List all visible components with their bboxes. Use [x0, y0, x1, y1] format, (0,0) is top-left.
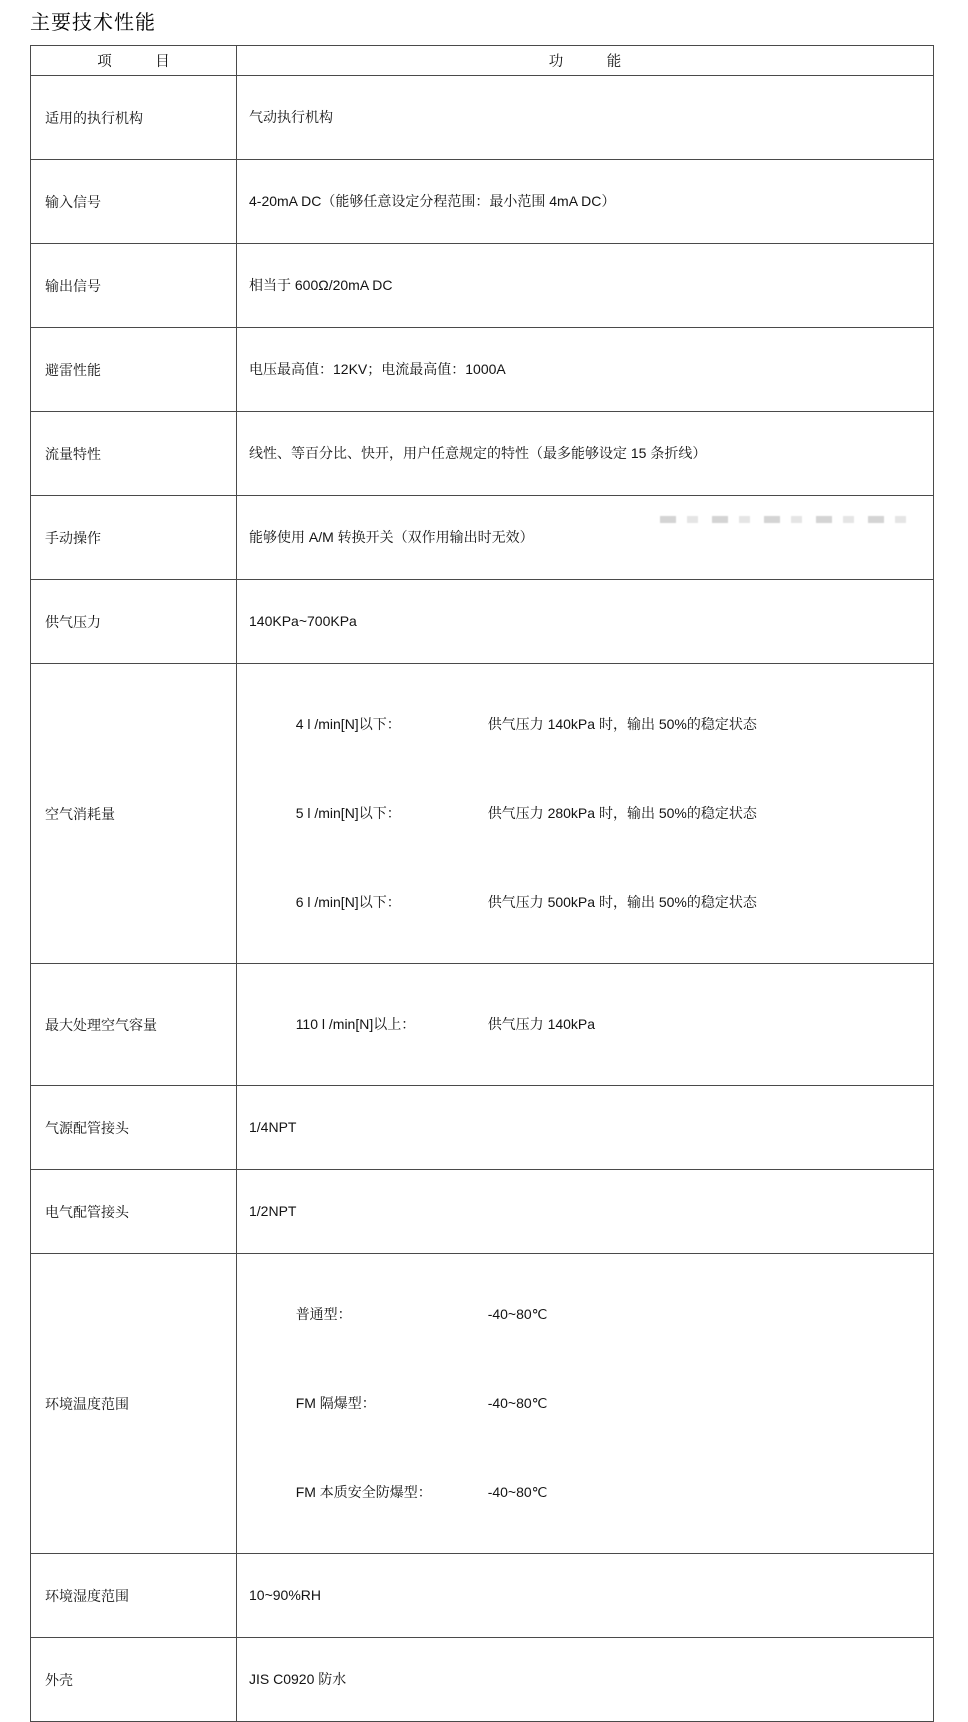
function-cell — [237, 1086, 934, 1170]
function-line — [249, 1464, 933, 1521]
function-cell — [237, 1554, 934, 1638]
function-line — [249, 874, 933, 931]
function-text: 10~90%RH — [249, 1587, 321, 1603]
table-row — [31, 496, 934, 580]
function-text: 气动执行机构 — [249, 109, 333, 125]
condition-label: FM 隔爆型： — [295, 1395, 376, 1411]
item-cell: 空气消耗量 — [31, 664, 237, 964]
function-cell — [237, 412, 934, 496]
condition-label: FM 本质安全防爆型： — [295, 1484, 432, 1500]
function-cell — [237, 244, 934, 328]
function-text: 1/2NPT — [249, 1203, 297, 1219]
item-cell: 外壳 — [31, 1638, 237, 1722]
function-text: 电压最高值：12KV；电流最高值：1000A — [249, 361, 506, 377]
item-cell: 避雷性能 — [31, 328, 237, 412]
condition-value: 供气压力 500kPa 时，输出 50%的稳定状态 — [487, 894, 757, 910]
condition-value: 供气压力 140kPa 时，输出 50%的稳定状态 — [487, 716, 757, 732]
table-row — [31, 244, 934, 328]
function-cell — [237, 160, 934, 244]
table-row — [31, 76, 934, 160]
condition-label: 5 l /min[N]以下： — [295, 805, 401, 821]
item-cell: 供气压力 — [31, 580, 237, 664]
header-item: 项 目 — [31, 46, 237, 76]
function-text: JIS C0920 防水 — [249, 1671, 347, 1687]
faint-smudge — [660, 516, 906, 523]
condition-value: 供气压力 280kPa 时，输出 50%的稳定状态 — [487, 805, 757, 821]
item-cell: 电气配管接头 — [31, 1170, 237, 1254]
item-cell: 气源配管接头 — [31, 1086, 237, 1170]
function-cell — [237, 580, 934, 664]
header-function: 功 能 — [237, 46, 934, 76]
table-row — [31, 1086, 934, 1170]
function-line — [249, 1375, 933, 1432]
function-line — [249, 1286, 933, 1343]
function-line — [249, 996, 933, 1053]
condition-value: -40~80℃ — [487, 1484, 548, 1500]
condition-label: 110 l /min[N]以上： — [295, 1016, 416, 1032]
table-row — [31, 1554, 934, 1638]
table-row — [31, 964, 934, 1086]
item-cell: 输出信号 — [31, 244, 237, 328]
item-cell: 输入信号 — [31, 160, 237, 244]
function-text: 相当于 600Ω/20mA DC — [249, 277, 393, 293]
condition-label: 4 l /min[N]以下： — [295, 716, 401, 732]
item-cell: 环境湿度范围 — [31, 1554, 237, 1638]
function-cell — [237, 1638, 934, 1722]
spec-table — [30, 45, 934, 1722]
table-row — [31, 160, 934, 244]
table-row — [31, 328, 934, 412]
item-cell: 环境温度范围 — [31, 1254, 237, 1554]
function-cell — [237, 496, 934, 580]
item-cell: 手动操作 — [31, 496, 237, 580]
function-text: 能够使用 A/M 转换开关（双作用输出时无效） — [249, 529, 534, 545]
condition-label: 普通型： — [295, 1306, 352, 1322]
item-cell: 适用的执行机构 — [31, 76, 237, 160]
condition-value: 供气压力 140kPa — [487, 1016, 596, 1032]
function-cell — [237, 1170, 934, 1254]
function-text: 140KPa~700KPa — [249, 613, 357, 629]
function-line — [249, 785, 933, 842]
item-cell: 流量特性 — [31, 412, 237, 496]
page-title: 主要技术性能 — [30, 12, 156, 34]
function-cell — [237, 1254, 934, 1554]
condition-value: -40~80℃ — [487, 1306, 548, 1322]
function-cell — [237, 328, 934, 412]
function-cell — [237, 964, 934, 1086]
table-row — [31, 1638, 934, 1722]
table-row — [31, 580, 934, 664]
condition-value: -40~80℃ — [487, 1395, 548, 1411]
condition-label: 6 l /min[N]以下： — [295, 894, 401, 910]
table-row — [31, 664, 934, 964]
function-text: 线性、等百分比、快开，用户任意规定的特性（最多能够设定 15 条折线） — [249, 445, 707, 461]
function-cell — [237, 76, 934, 160]
table-row — [31, 1254, 934, 1554]
function-text: 4-20mA DC（能够任意设定分程范围：最小范围 4mA DC） — [249, 193, 616, 209]
table-header-row — [31, 46, 934, 76]
function-cell — [237, 664, 934, 964]
function-text: 1/4NPT — [249, 1119, 297, 1135]
item-cell: 最大处理空气容量 — [31, 964, 237, 1086]
table-row — [31, 1170, 934, 1254]
function-line — [249, 696, 933, 753]
table-row — [31, 412, 934, 496]
